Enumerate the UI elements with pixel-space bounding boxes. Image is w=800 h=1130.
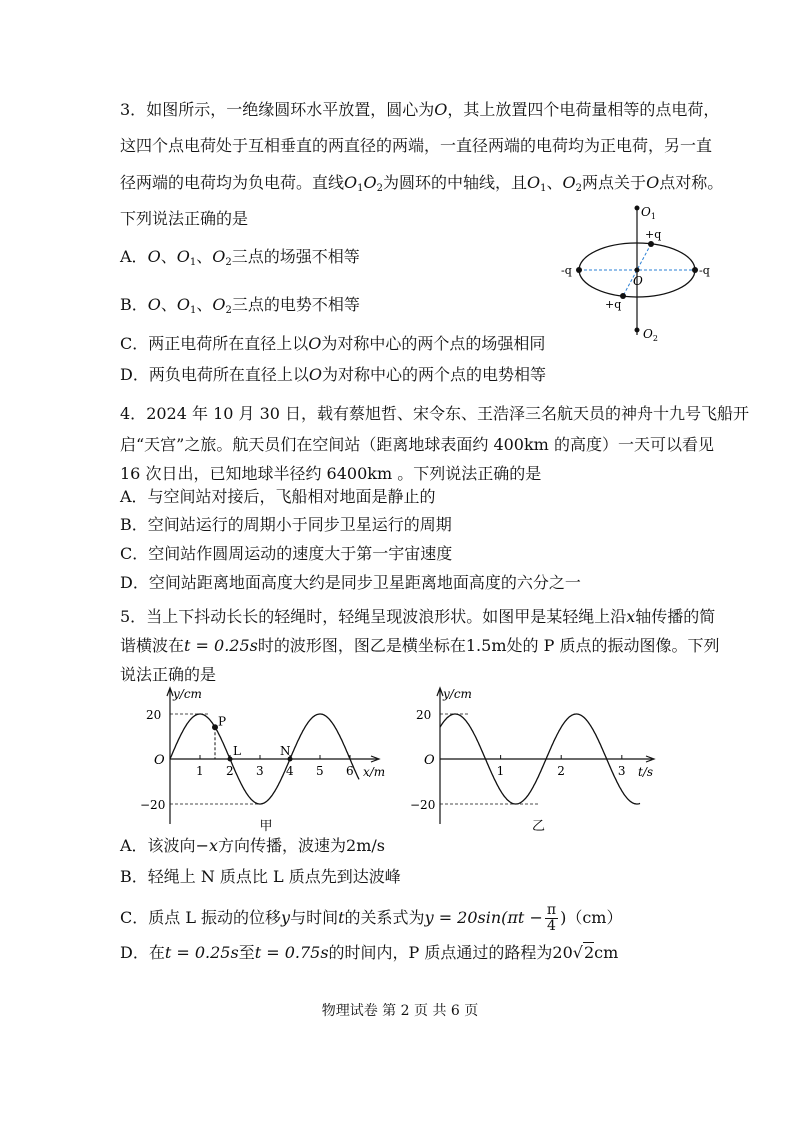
q5-option-c: C．质点 L 振动的位移y与时间t的关系式为y = 20sin(πt − $\frac{\pi}{4}$ )（cm） (120, 902, 623, 934)
center-point (635, 268, 640, 273)
label-o2: $O_2$ (643, 327, 658, 343)
point-l (228, 757, 233, 762)
x-axis-label: t/s (638, 765, 654, 779)
y-axis-label: y/cm (443, 687, 472, 701)
y-tick-label: −20 (410, 798, 436, 812)
q3-option-d: D．两负电荷所在直径上以O为对称中心的两个点的电势相等 (120, 365, 546, 384)
vibration-graph-yi (410, 684, 660, 834)
label-pos-bottom: +q (605, 298, 622, 311)
label-neg-right: -q (699, 264, 710, 277)
point-p-label: P (218, 714, 227, 729)
q3-number: 3． (120, 100, 147, 119)
label-o1: $O_1$ (641, 205, 656, 221)
label-neg-left: -q (561, 264, 572, 277)
wave-graph-jia (140, 684, 390, 834)
point-l-label: L (233, 744, 241, 758)
q4-option-d: D．空间站距离地面高度大约是同步卫星距离地面高度的六分之一 (120, 573, 581, 592)
ring-charge-figure (555, 200, 720, 345)
x-tick-label: 3 (256, 764, 264, 778)
point-n-label: N (280, 744, 291, 758)
q3-line1: 3．如图所示，一绝缘圆环水平放置，圆心为O，其上放置四个电荷量相等的点电荷， (120, 100, 720, 119)
q4-line1: 4．2024 年 10 月 30 日，载有蔡旭哲、宋令东、王浩泽三名航天员的神舟十九号飞船开 (120, 404, 750, 423)
q4-option-c: C．空间站作圆周运动的速度大于第一宇宙速度 (120, 544, 453, 563)
y-axis-label: y/cm (173, 687, 202, 701)
label-o: O (633, 274, 643, 288)
q3-line2: 这四个点电荷处于互相垂直的两直径的两端，一直径两端的电荷均为正电荷，另一直 (120, 136, 713, 155)
q3-option-c: C．两正电荷所在直径上以O为对称中心的两个点的场强相同 (120, 334, 546, 353)
q5-option-a: A．该波向−x方向传播，波速为2m/s (120, 836, 385, 855)
page-footer: 物理试卷 第 2 页 共 6 页 (321, 1003, 479, 1019)
q4-line3: 16 次日出，已知地球半径约 6400km 。下列说法正确的是 (120, 464, 542, 483)
x-tick-label: 3 (617, 764, 626, 778)
y-tick-label: 20 (146, 708, 162, 722)
x-tick-label: 1 (496, 764, 505, 778)
x-tick-label: 4 (286, 764, 294, 778)
x-tick-label: 2 (557, 764, 565, 778)
y-tick-label: −20 (140, 798, 166, 812)
q3-line4: 下列说法正确的是 (120, 209, 249, 228)
x-tick-label: 1 (196, 764, 204, 778)
origin-label: O (424, 753, 435, 768)
q4-line2: 启“天宫”之旅。航天员们在空间站（距离地球表面约 400km 的高度）一天可以看见 (120, 435, 714, 454)
charge-pos-top (648, 241, 654, 247)
x-axis-label: x/m (363, 765, 386, 779)
q5-option-b: B．轻绳上 N 质点比 L 质点先到达波峰 (120, 867, 401, 886)
y-tick-label: 20 (416, 708, 432, 722)
chart-caption: 甲 (259, 819, 273, 834)
charge-neg-right (692, 267, 698, 273)
q5-line2: 谐横波在t = 0.25s时的波形图，图乙是横坐标在1.5m处的 P 质点的振动图像。下列 (120, 636, 720, 655)
q3-line3: 径两端的电荷均为负电荷。直线$O_1O_2$为圆环的中轴线，且$O_1$、$O_2$两点关于O点对称。 (120, 173, 724, 194)
q4-option-b: B．空间站运行的周期小于同步卫星运行的周期 (120, 515, 452, 534)
chart-caption: 乙 (532, 819, 546, 834)
origin-label: O (154, 753, 165, 768)
q3-option-b: B．O、$O_1$、$O_2$三点的电势不相等 (120, 295, 360, 316)
charge-neg-left (576, 267, 582, 273)
x-tick-label: 2 (226, 764, 234, 778)
x-tick-label: 5 (316, 764, 324, 778)
x-tick-label: 6 (346, 764, 354, 778)
label-pos-top: +q (645, 228, 662, 241)
q5-option-d: D．在t = 0.25s至t = 0.75s的时间内，P 质点通过的路程为20√2cm (120, 943, 619, 962)
q5-line3: 说法正确的是 (120, 665, 217, 684)
q4-option-a: A．与空间站对接后，飞船相对地面是静止的 (120, 487, 436, 506)
q5-line1: 5．当上下抖动长长的轻绳时，轻绳呈现波浪形状。如图甲是某轻绳上沿x轴传播的简 (120, 607, 716, 626)
q3-option-a: A．O、$O_1$、$O_2$三点的场强不相等 (120, 247, 360, 268)
